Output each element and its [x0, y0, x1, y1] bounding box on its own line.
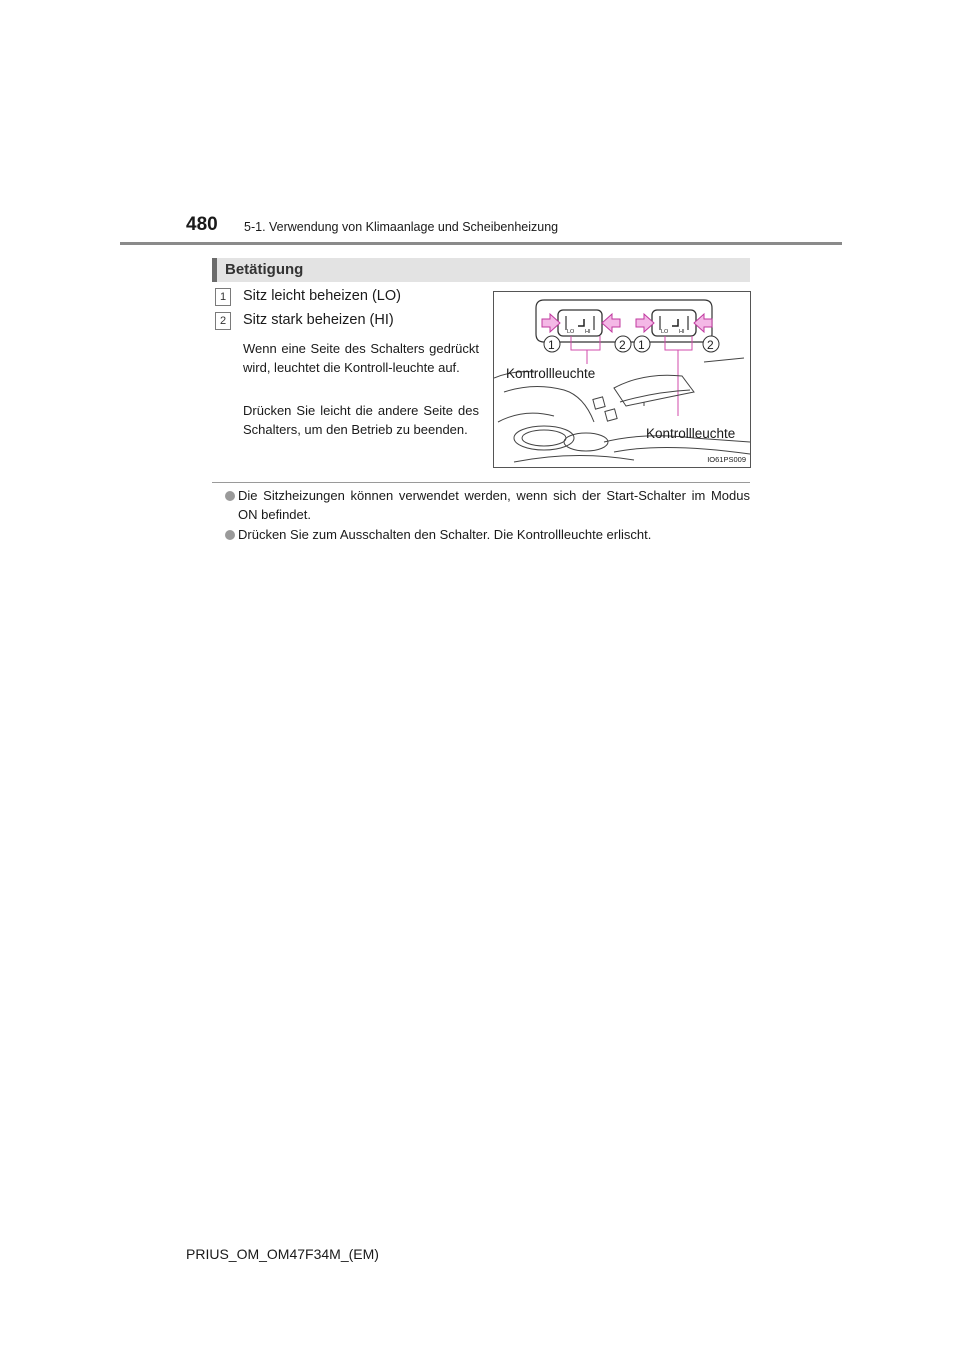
- item-label-hi: Sitz stark beheizen (HI): [243, 312, 394, 328]
- bullet-icon: [225, 491, 235, 501]
- left-seat-heater-switch: [558, 310, 602, 336]
- section-accent: [212, 258, 217, 282]
- right-seat-heater-switch: [652, 310, 696, 336]
- right-lo-label: LO: [661, 329, 669, 335]
- callout-2-left: 2: [619, 338, 626, 352]
- indicator-label-left: Kontrollleuchte: [506, 366, 596, 381]
- left-hi-label: HI: [585, 329, 591, 335]
- paragraph-indicator-on: Wenn eine Seite des Schalters gedrückt wird, leuchtet die Kontroll-leuchte auf.: [243, 341, 479, 375]
- paragraph-stop-operation: Drücken Sie leicht die andere Seite des Schalters, um den Betrieb zu beenden.: [243, 403, 479, 437]
- seat-heater-illustration: [493, 291, 751, 468]
- bullet-icon: [225, 530, 235, 540]
- right-hi-label: HI: [679, 329, 685, 335]
- callout-2-right: 2: [707, 338, 714, 352]
- callout-circles: [544, 336, 719, 352]
- header-divider: [120, 242, 842, 245]
- page-number: 480: [186, 214, 218, 235]
- section-title: Betätigung: [225, 261, 304, 278]
- item-number-2: 2: [215, 312, 231, 330]
- footer-model-code: PRIUS_OM_OM47F34M_(EM): [186, 1246, 379, 1262]
- left-lo-label: LO: [567, 329, 575, 335]
- note-start-switch: Die Sitzheizungen können verwendet werden, wenn sich der Start-Schalter im Modus ON befindet.: [238, 488, 750, 522]
- section-heading: [212, 258, 750, 282]
- item-label-lo: Sitz leicht beheizen (LO): [243, 288, 401, 304]
- figure-code: IO61PS009: [707, 455, 746, 464]
- indicator-label-right: Kontrollleuchte: [646, 426, 736, 441]
- callout-1-right: 1: [638, 338, 645, 352]
- callout-1-left: 1: [548, 338, 555, 352]
- notes-divider: [212, 482, 750, 483]
- chapter-title: 5-1. Verwendung von Klimaanlage und Scheibenheizung: [244, 220, 559, 234]
- item-number-1: 1: [215, 288, 231, 306]
- note-switch-off: Drücken Sie zum Ausschalten den Schalter. Die Kontrollleuchte erlischt.: [238, 527, 652, 542]
